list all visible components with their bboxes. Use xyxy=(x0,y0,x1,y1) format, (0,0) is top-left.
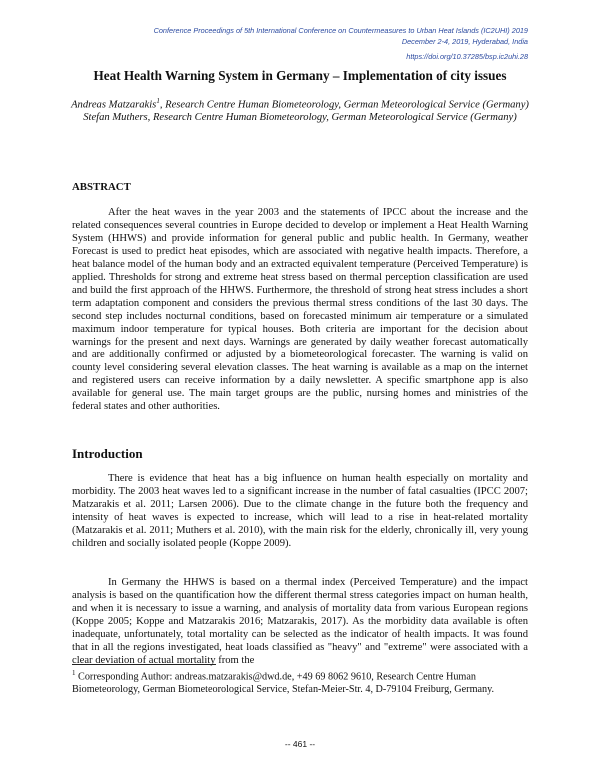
footnote-mark: 1 xyxy=(72,669,76,677)
introduction-heading: Introduction xyxy=(72,446,143,461)
author-1-affiliation: , Research Centre Human Biometeorology, German Meteorological Service (Germany) xyxy=(159,99,529,111)
footnote xyxy=(72,667,528,697)
abstract-text: After the heat waves in the year 2003 and the statements of IPCC about the increase and the related consequences several countries in Europe decided to develop or implement a Heat Health Warning System (HHWS) and provide information for general public and public health. In Germany, weather Forecast is used to predict heat episodes, which are associated with negative health impacts. Therefore, a heat balance model of the human body and an extracted equivalent temperature (Perceived Temperature) is applied. Thresholds for strong and extreme heat stress based on thermal perception classification are used and build the first approach of the HHWS. Furthermore, the threshold of strong heat stress includes a short term adaptation component and considers the previous thermal stress conditions of the last 30 days. The second step includes nocturnal conditions, based on forecasted minimum air temperature or a simulated maximum indoor temperature for typical houses. Both criteria are important for the decision about warnings for the present and next days. Warnings are generated by daily weather forecast automatically and are additionally confirmed or adjusted by a biometeorological forecaster. The warning is valid on county level considering several elevation classes. The heat warning is available as a map on the internet and registered users can receive information by a daily newsletter. A specific smartphone app is also available for general use. The main target groups are the public, nursing homes and ministries of the federal states and other authorities. xyxy=(72,207,528,413)
page-number: -- 461 -- xyxy=(284,739,316,749)
footnote-separator xyxy=(72,664,216,665)
conference-date-place: December 2-4, 2019, Hyderabad, India xyxy=(401,37,528,46)
author-2 xyxy=(60,112,540,125)
doi-link[interactable]: https://doi.org/10.37285/bsp.ic2uhi.28 xyxy=(406,52,528,61)
introduction-paragraph-2: In Germany the HHWS is based on a thermal index (Perceived Temperature) and the impact analysis is based on the quantification how the different thermal stress categories impact on human health, and when it is necessary to issue a warning, and analysis of mortality data from various European regions (Koppe 2005; Koppe and Matzarakis 2016; Matzarakis, 2017). As the morbidity data available is often inadequate, unfortunately, total mortality can be selected as the indicator of health impacts. It was found that in all the regions investigated, heat loads classified as "heavy" and "extreme" were associated with a clear deviation of actual mortality from the xyxy=(72,577,528,666)
author-1-footnote-mark[interactable]: 1 xyxy=(156,97,160,105)
author-2-affiliation: , Research Centre Human Biometeorology, German Meteorological Service (Germany) xyxy=(147,112,517,124)
footnote-text: Corresponding Author: andreas.matzarakis@dwd.de, +49 69 8062 9610, Research Centre Human Biometeorology, German Biometeorological Service, Stefan-Meier-Str. 4, D-79104 Freiburg, Germany. xyxy=(72,671,495,695)
conference-header: Conference Proceedings of 5th International Conference on Countermeasures to Urban Heat Islands (IC2UHI) 2019 xyxy=(153,26,528,35)
author-1-name: Andreas Matzarakis xyxy=(71,99,157,111)
paper-title: Heat Health Warning System in Germany – Implementation of city issues xyxy=(93,68,507,83)
abstract-heading: ABSTRACT xyxy=(72,181,131,193)
author-2-name: Stefan Muthers xyxy=(83,112,148,124)
author-block xyxy=(60,95,540,125)
introduction-paragraph-1: There is evidence that heat has a big influence on human health especially on mortality and morbidity. The 2003 heat waves led to a significant increase in the number of fatal casualties (IPCC 2007; Matzarakis et al. 2011; Larsen 2006). Due to the climate change in the future both the frequency and intensity of heat waves is expected to increase, which will lead to a rise in heat-related mortality (Matzarakis et al. 2011; Muthers et al. 2010), with the main risk for the elderly, chronically ill, very young children and socially isolated people (Koppe 2009). xyxy=(72,473,528,549)
author-1 xyxy=(60,95,540,112)
